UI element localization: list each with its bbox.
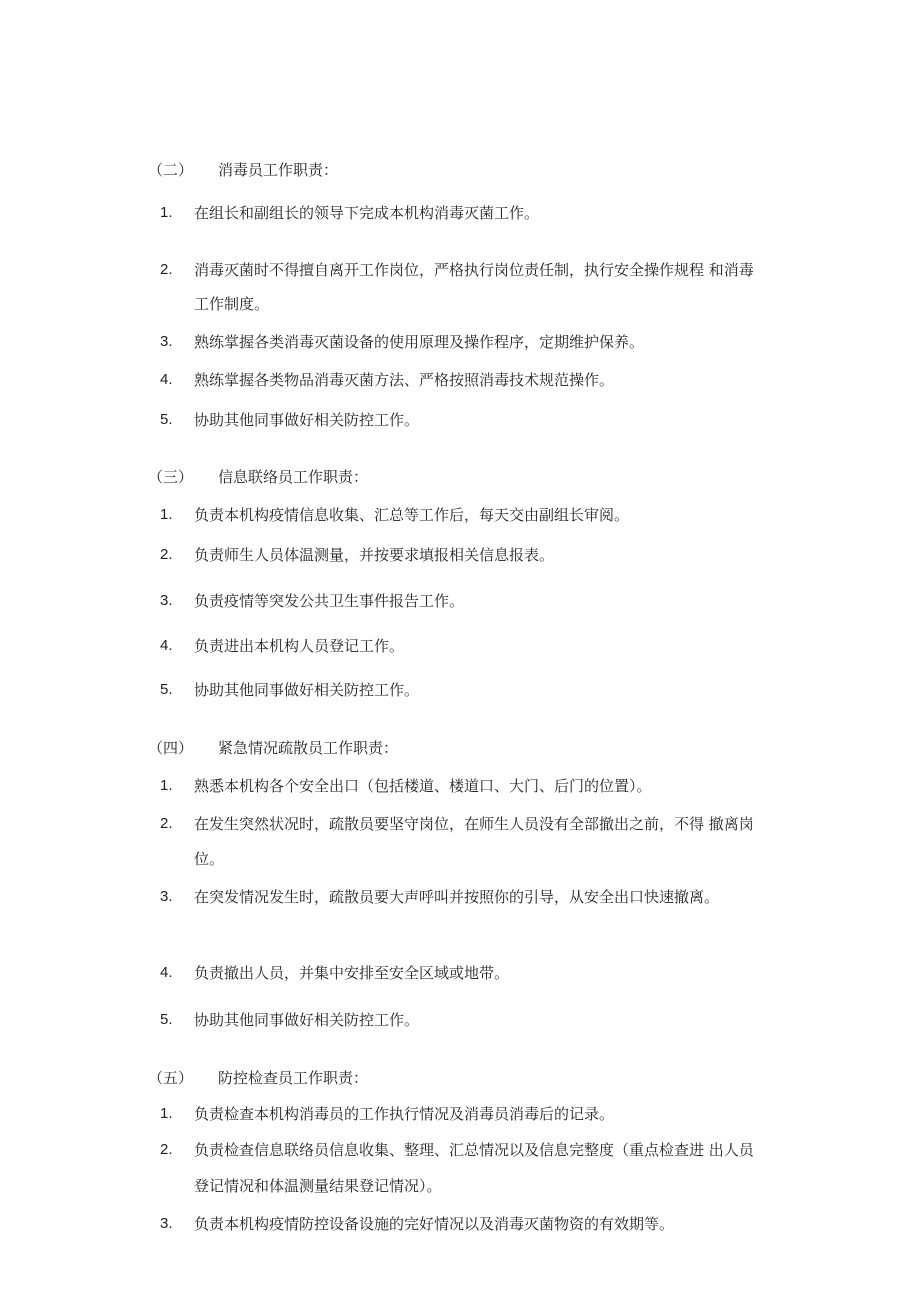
item-text: 负责疫情等突发公共卫生事件报告工作。	[194, 592, 465, 610]
item-continuation: 位。	[194, 850, 225, 868]
item-text: 协助其他同事做好相关防控工作。	[194, 681, 420, 699]
item-number: 5.	[160, 1011, 173, 1028]
section-number: （二）	[148, 161, 194, 179]
item-number: 1.	[160, 204, 173, 221]
item-text: 负责检查本机构消毒员的工作执行情况及消毒员消毒后的记录。	[194, 1105, 615, 1123]
item-text: 熟练掌握各类物品消毒灭菌方法、严格按照消毒技术规范操作。	[194, 371, 615, 389]
item-number: 4.	[160, 637, 173, 654]
item-number: 3.	[160, 1215, 173, 1232]
section-title: 信息联络员工作职责：	[218, 468, 369, 486]
section-number: （三）	[148, 468, 194, 486]
item-number: 1.	[160, 777, 173, 794]
item-number: 4.	[160, 964, 173, 981]
section-number: （四）	[148, 739, 194, 757]
item-number: 3.	[160, 888, 173, 905]
item-text: 在组长和副组长的领导下完成本机构消毒灭菌工作。	[194, 204, 540, 222]
item-text: 负责撤出人员，并集中安排至安全区域或地带。	[194, 964, 510, 982]
section-title: 消毒员工作职责：	[218, 161, 339, 179]
section-title: 紧急情况疏散员工作职责：	[218, 739, 399, 757]
item-number: 1.	[160, 1105, 173, 1122]
item-continuation: 登记情况和体温测量结果登记情况）。	[194, 1177, 442, 1195]
item-text: 在突发情况发生时，疏散员要大声呼叫并按照你的引导，从安全出口快速撤离。	[194, 888, 720, 906]
section-number: （五）	[148, 1069, 194, 1087]
item-number: 5.	[160, 411, 173, 428]
item-continuation: 工作制度。	[194, 295, 270, 313]
item-text: 负责师生人员体温测量，并按要求填报相关信息报表。	[194, 546, 555, 564]
item-text: 负责进出本机构人员登记工作。	[194, 637, 405, 655]
item-number: 2.	[160, 1141, 173, 1158]
item-number: 5.	[160, 681, 173, 698]
item-text: 协助其他同事做好相关防控工作。	[194, 1011, 420, 1029]
item-number: 2.	[160, 261, 173, 278]
item-number: 2.	[160, 815, 173, 832]
item-text: 在发生突然状况时，疏散员要坚守岗位，在师生人员没有全部撤出之前，不得 撤离岗	[194, 815, 754, 833]
item-number: 4.	[160, 371, 173, 388]
item-text: 负责本机构疫情信息收集、汇总等工作后，每天交由副组长审阅。	[194, 506, 630, 524]
item-text: 负责检查信息联络员信息收集、整理、汇总情况以及信息完整度（重点检查进 出人员	[194, 1141, 754, 1159]
section-title: 防控检查员工作职责：	[218, 1069, 369, 1087]
item-number: 3.	[160, 592, 173, 609]
item-number: 1.	[160, 506, 173, 523]
item-text: 负责本机构疫情防控设备设施的完好情况以及消毒灭菌物资的有效期等。	[194, 1215, 675, 1233]
item-text: 熟悉本机构各个安全出口（包括楼道、楼道口、大门、后门的位置）。	[194, 777, 652, 795]
item-number: 2.	[160, 546, 173, 563]
item-number: 3.	[160, 333, 173, 350]
item-text: 协助其他同事做好相关防控工作。	[194, 411, 420, 429]
item-text: 熟练掌握各类消毒灭菌设备的使用原理及操作程序，定期维护保养。	[194, 333, 645, 351]
item-text: 消毒灭菌时不得擅自离开工作岗位，严格执行岗位责任制，执行安全操作规程 和消毒	[194, 261, 754, 279]
